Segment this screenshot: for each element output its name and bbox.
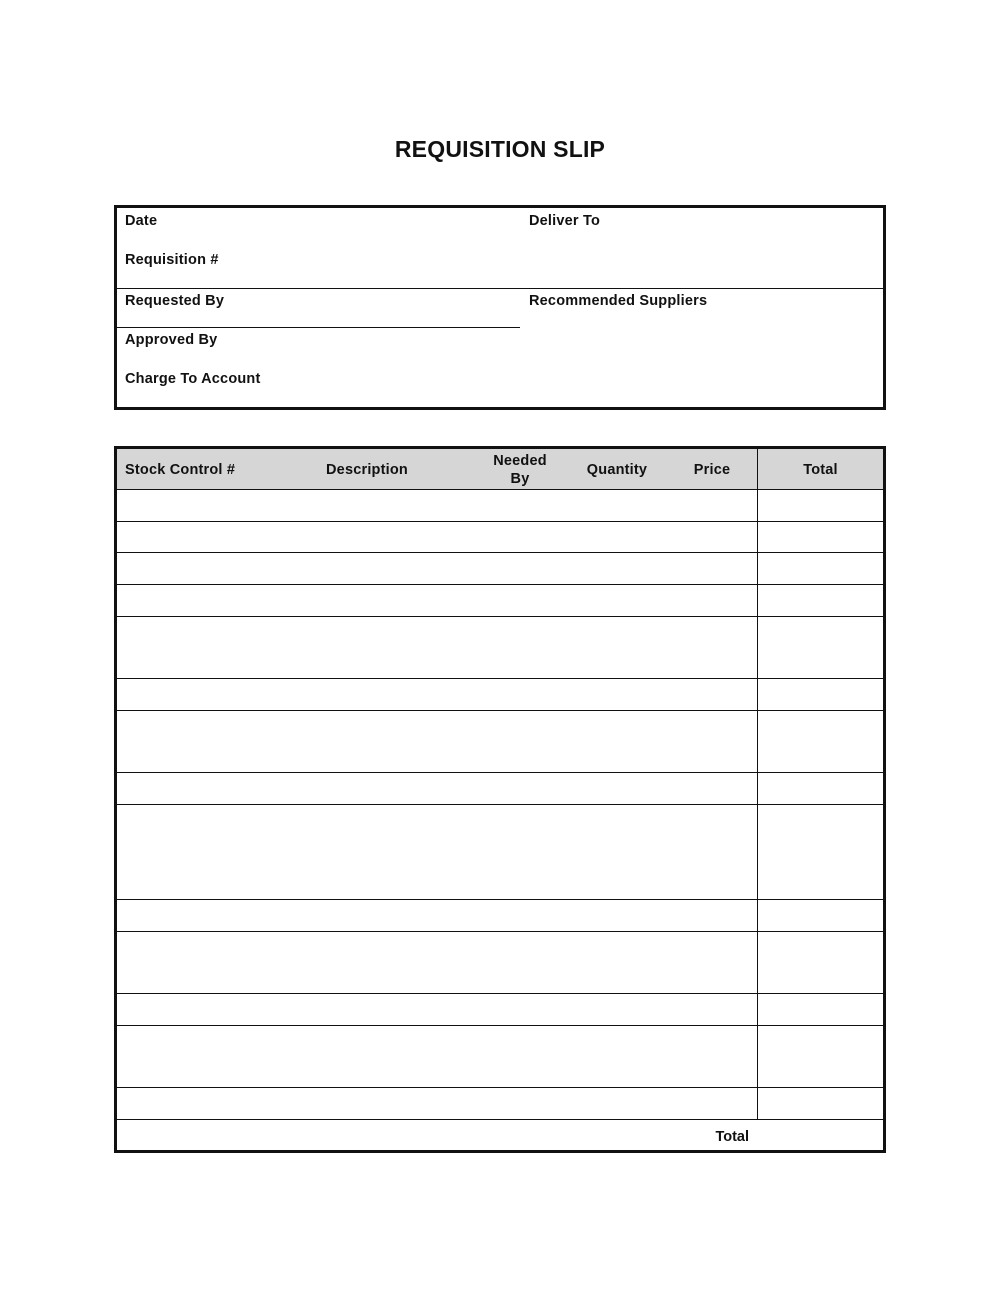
table-row[interactable] [117, 521, 883, 522]
table-row[interactable] [117, 993, 883, 994]
table-row[interactable] [117, 616, 883, 617]
total-column-divider [757, 449, 758, 1119]
col-header-total: Total [803, 462, 838, 478]
col-header-stock-control: Stock Control # [125, 462, 236, 478]
table-row[interactable] [117, 552, 883, 553]
col-header-description: Description [326, 462, 408, 478]
table-row[interactable] [117, 931, 883, 932]
col-header-needed-by [485, 452, 555, 488]
items-table [114, 446, 886, 1153]
grand-total-label: Total [715, 1129, 749, 1145]
date-label: Date [125, 213, 158, 229]
table-row[interactable] [117, 584, 883, 585]
needed-by-line2: By [510, 471, 530, 487]
page-title: REQUISITION SLIP [394, 136, 606, 162]
requisition-info-box [114, 205, 886, 410]
info-divider [117, 288, 883, 289]
table-row[interactable] [117, 678, 883, 679]
needed-by-line1: Needed [493, 453, 547, 469]
charge-to-account-label: Charge To Account [125, 371, 261, 387]
table-header [117, 449, 883, 490]
recommended-suppliers-label: Recommended Suppliers [529, 293, 708, 309]
grand-total-field[interactable] [758, 1120, 883, 1150]
requested-by-label: Requested By [125, 293, 225, 309]
table-row[interactable] [117, 772, 883, 773]
table-row[interactable] [117, 710, 883, 711]
deliver-to-label: Deliver To [529, 213, 601, 229]
col-header-quantity: Quantity [586, 462, 648, 478]
col-header-price: Price [693, 462, 731, 478]
table-row[interactable] [117, 804, 883, 805]
table-row[interactable] [117, 899, 883, 900]
approved-by-label: Approved By [125, 332, 218, 348]
table-row[interactable] [117, 1025, 883, 1026]
table-row[interactable] [117, 1087, 883, 1088]
requisition-number-label: Requisition # [125, 252, 219, 268]
requested-by-line [117, 327, 520, 328]
